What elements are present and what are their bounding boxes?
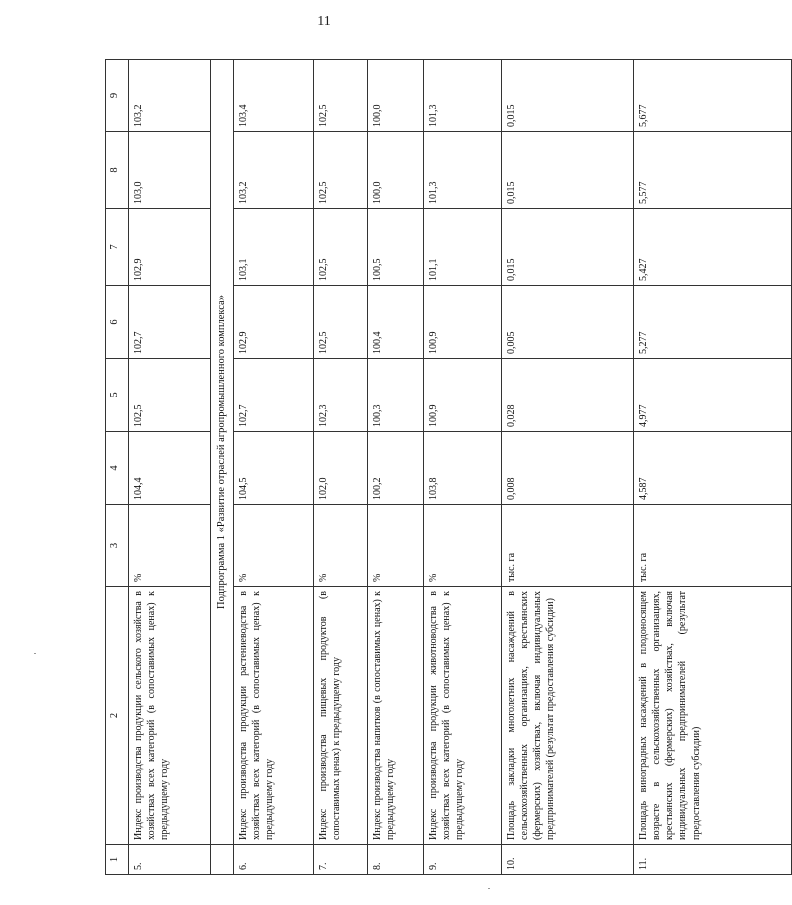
header-row	[106, 60, 129, 875]
table-row	[633, 60, 791, 875]
unit-cell: тыс. га	[633, 505, 791, 587]
unit-cell: %	[367, 505, 423, 587]
indicator-name: Площадь закладки многолетних насаждений в сельскохозяйственных организациях, крестьянских (фермерских) хозяйствах, включая индивидуальных предпринимателей (результат предоставления субсидии)	[501, 587, 633, 845]
row-number: 11.	[633, 845, 791, 875]
rotated-table-container	[105, 59, 792, 875]
value-cell: 102,5	[313, 286, 367, 359]
value-cell: 0,015	[501, 209, 633, 286]
value-cell: 0,015	[501, 60, 633, 132]
value-cell: 0,005	[501, 286, 633, 359]
value-cell: 5,277	[633, 286, 791, 359]
blank-cell	[211, 845, 234, 875]
header-cell: 9	[106, 60, 129, 132]
row-number: 7.	[313, 845, 367, 875]
table-row	[129, 60, 211, 875]
table-row	[501, 60, 633, 875]
value-cell: 100,9	[423, 286, 501, 359]
value-cell: 5,427	[633, 209, 791, 286]
value-cell: 5,677	[633, 60, 791, 132]
value-cell: 104,4	[129, 432, 211, 505]
value-cell: 102,5	[313, 209, 367, 286]
indicator-name: Индекс производства пищевых продуктов (в сопоставимых ценах) к предыдущему году	[313, 587, 367, 845]
header-cell: 8	[106, 132, 129, 209]
value-cell: 0,015	[501, 132, 633, 209]
value-cell: 102,9	[233, 286, 313, 359]
value-cell: 102,5	[313, 60, 367, 132]
indicator-name: Индекс производства напитков (в сопоставимых ценах) к предыдущему году	[367, 587, 423, 845]
value-cell: 102,3	[313, 359, 367, 432]
value-cell: 0,008	[501, 432, 633, 505]
header-cell: 4	[106, 432, 129, 505]
value-cell: 100,0	[367, 132, 423, 209]
table-row	[233, 60, 313, 875]
page-number: 11	[317, 14, 331, 29]
unit-cell: %	[313, 505, 367, 587]
row-number: 10.	[501, 845, 633, 875]
value-cell: 103,2	[233, 132, 313, 209]
value-cell: 102,5	[313, 132, 367, 209]
header-cell: 3	[106, 505, 129, 587]
header-cell: 6	[106, 286, 129, 359]
value-cell: 4,587	[633, 432, 791, 505]
row-number: 6.	[233, 845, 313, 875]
row-number: 9.	[423, 845, 501, 875]
value-cell: 0,028	[501, 359, 633, 432]
indicator-name: Индекс производства продукции животноводства в хозяйствах всех категорий (в сопоставимых ценах) к предыдущему году	[423, 587, 501, 845]
table-row	[423, 60, 501, 875]
value-cell: 104,5	[233, 432, 313, 505]
subprogram-row	[211, 60, 234, 875]
value-cell: 103,8	[423, 432, 501, 505]
value-cell: 103,4	[233, 60, 313, 132]
value-cell: 102,7	[129, 286, 211, 359]
unit-cell: %	[129, 505, 211, 587]
row-number: 8.	[367, 845, 423, 875]
header-cell: 7	[106, 209, 129, 286]
value-cell: 101,3	[423, 132, 501, 209]
header-cell: 5	[106, 359, 129, 432]
value-cell: 100,4	[367, 286, 423, 359]
value-cell: 100,9	[423, 359, 501, 432]
indicator-name: Индекс производства продукции сельского хозяйства в хозяйствах всех категорий (в сопоставимых ценах) к предыдущему году	[129, 587, 211, 845]
header-cell: 2	[106, 587, 129, 845]
value-cell: 100,5	[367, 209, 423, 286]
value-cell: 103,1	[233, 209, 313, 286]
value-cell: 102,9	[129, 209, 211, 286]
indicators-table	[105, 59, 792, 875]
scan-speck	[488, 888, 490, 889]
value-cell: 100,0	[367, 60, 423, 132]
value-cell: 102,5	[129, 359, 211, 432]
unit-cell: %	[423, 505, 501, 587]
value-cell: 102,7	[233, 359, 313, 432]
value-cell: 101,3	[423, 60, 501, 132]
header-cell: 1	[106, 845, 129, 875]
value-cell: 103,0	[129, 132, 211, 209]
value-cell: 101,1	[423, 209, 501, 286]
scan-speck	[34, 653, 36, 654]
unit-cell: тыс. га	[501, 505, 633, 587]
subprogram-title: Подпрограмма 1 «Развитие отраслей агропромышленного комплекса»	[211, 60, 234, 845]
table-row	[313, 60, 367, 875]
value-cell: 100,3	[367, 359, 423, 432]
value-cell: 102,0	[313, 432, 367, 505]
value-cell: 5,577	[633, 132, 791, 209]
table-row	[367, 60, 423, 875]
unit-cell: %	[233, 505, 313, 587]
value-cell: 100,2	[367, 432, 423, 505]
indicator-name: Площадь виноградных насаждений в плодоносящем возрасте в сельскохозяйственных организациях, крестьянских (фермерских) хозяйствах, включая индивидуальных предпринимателей (результат предоставления субсидии)	[633, 587, 791, 845]
value-cell: 4,977	[633, 359, 791, 432]
row-number: 5.	[129, 845, 211, 875]
value-cell: 103,2	[129, 60, 211, 132]
indicator-name: Индекс производства продукции растениеводства в хозяйствах всех категорий (в сопоставимых ценах) к предыдущему году	[233, 587, 313, 845]
